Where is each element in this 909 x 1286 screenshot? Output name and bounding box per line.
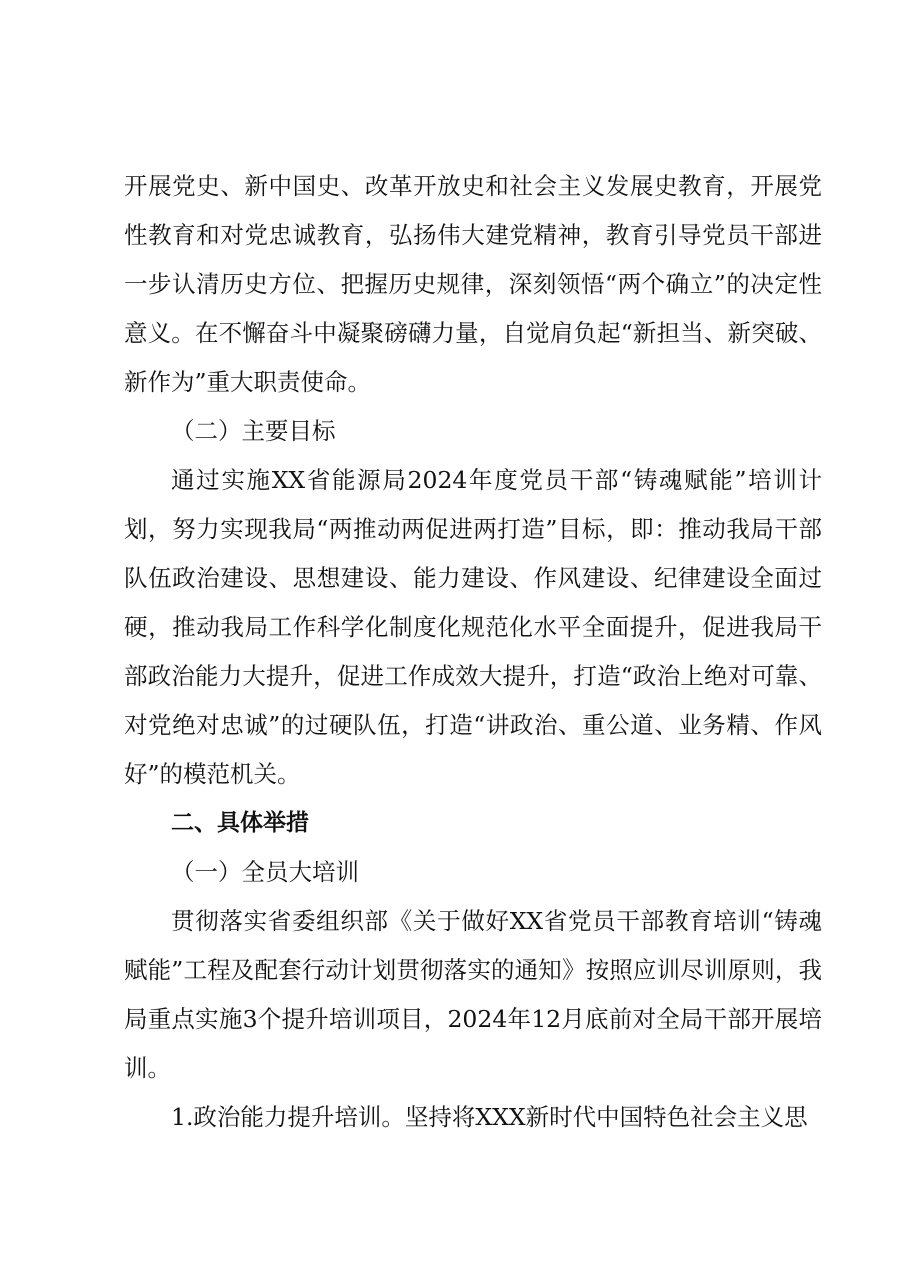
- body-paragraph-history-education: 开展党史、新中国史、改革开放史和社会主义发展史教育，开展党性教育和对党忠诚教育，弘扬伟大建党精神，教育引导党员干部进一步认清历史方位、把握历史规律，深刻领悟“两个确立”的决定性意义。在不懈奋斗中凝聚磅礴力量，自觉肩负起“新担当、新突破、新作为”重大职责使命。: [124, 172, 822, 396]
- heading-specific-measures: 二、具体举措: [171, 810, 309, 836]
- subheading-full-training: （一）全员大培训: [171, 858, 359, 886]
- document-body: [124, 162, 822, 1142]
- body-paragraph-goals: 通过实施XX省能源局2024年度党员干部“铸魂赋能”培训计划，努力实现我局“两推动两促进两打造”目标，即：推动我局干部队伍政治建设、思想建设、能力建设、作风建设、纪律建设全面过硬，推动我局工作科学化制度化规范化水平全面提升，促进我局干部政治能力大提升，促进工作成效大提升，打造“政治上绝对可靠、对党绝对忠诚”的过硬队伍，打造“讲政治、重公道、业务精、作风好”的模范机关。: [124, 466, 822, 788]
- subheading-main-goals: （二）主要目标: [171, 417, 336, 445]
- body-paragraph-training-notice: 贯彻落实省委组织部《关于做好XX省党员干部教育培训“铸魂赋能”工程及配套行动计划贯彻落实的通知》按照应训尽训原则，我局重点实施3个提升培训项目，2024年12月底前对全局干部开展培训。: [124, 907, 822, 1082]
- body-paragraph-political-training: 1.政治能力提升培训。坚持将XXX新时代中国特色社会主义思: [171, 1103, 808, 1131]
